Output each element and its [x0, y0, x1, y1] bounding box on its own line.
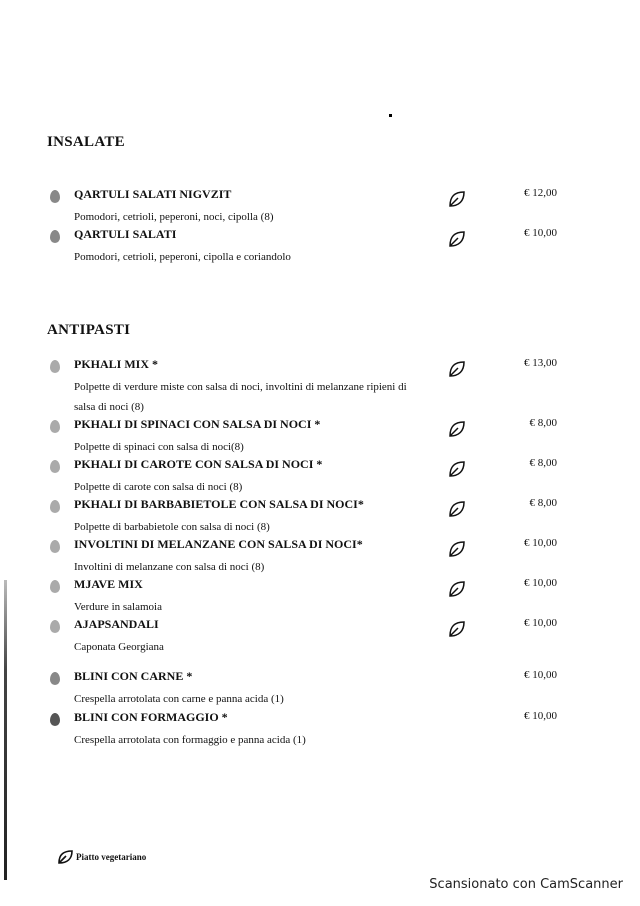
vegetarian-leaf-icon — [448, 360, 466, 378]
item-price: € 8,00 — [529, 457, 557, 469]
item-name: QARTULI SALATI NIGVZIT — [74, 187, 232, 201]
bullet-icon — [50, 420, 60, 433]
item-description: Crespella arrotolata con formaggio e panna acida (1) — [74, 734, 306, 746]
item-description: Crespella arrotolata con carne e panna acida (1) — [74, 693, 284, 705]
item-price: € 10,00 — [524, 577, 557, 589]
vegetarian-leaf-icon — [448, 190, 466, 208]
item-price: € 12,00 — [524, 187, 557, 199]
item-name: PKHALI MIX * — [74, 357, 158, 371]
item-description: Polpette di verdure miste con salsa di noci, involtini di melanzane ripieni di salsa di noci (8) — [74, 381, 407, 413]
item-description: Polpette di carote con salsa di noci (8) — [74, 481, 243, 493]
item-name: AJAPSANDALI — [74, 617, 159, 631]
item-price: € 10,00 — [524, 710, 557, 722]
vegetarian-leaf-icon — [448, 620, 466, 638]
vegetarian-leaf-icon — [448, 230, 466, 248]
bullet-icon — [50, 672, 60, 685]
bullet-icon — [50, 580, 60, 593]
item-description: Pomodori, cetrioli, peperoni, noci, cipolla (8) — [74, 211, 274, 223]
camscanner-watermark: Scansionato con CamScanner — [429, 877, 623, 892]
bullet-icon — [50, 360, 60, 373]
item-name: QARTULI SALATI — [74, 227, 177, 241]
item-price: € 10,00 — [524, 669, 557, 681]
bullet-icon — [50, 230, 60, 243]
item-description: Verdure in salamoia — [74, 601, 162, 613]
bullet-icon — [50, 500, 60, 513]
section-title-antipasti: ANTIPASTI — [47, 322, 131, 338]
item-price: € 10,00 — [524, 617, 557, 629]
vegetarian-leaf-icon — [448, 460, 466, 478]
item-price: € 10,00 — [524, 537, 557, 549]
bullet-icon — [50, 460, 60, 473]
vegetarian-leaf-icon — [448, 500, 466, 518]
bullet-icon — [50, 713, 60, 726]
vegetarian-leaf-icon — [448, 540, 466, 558]
bullet-icon — [50, 540, 60, 553]
bullet-icon — [50, 190, 60, 203]
dot-mark — [389, 114, 392, 117]
bullet-icon — [50, 620, 60, 633]
item-price: € 13,00 — [524, 357, 557, 369]
item-name: MJAVE MIX — [74, 577, 143, 591]
footer-legend-text: Piatto vegetariano — [76, 852, 147, 862]
item-price: € 8,00 — [529, 417, 557, 429]
item-name: PKHALI DI CAROTE CON SALSA DI NOCI * — [74, 457, 323, 471]
footer-legend — [56, 849, 146, 865]
item-name: BLINI CON CARNE * — [74, 669, 193, 683]
item-description: Polpette di barbabietole con salsa di noci (8) — [74, 521, 270, 533]
item-name: PKHALI DI BARBABIETOLE CON SALSA DI NOCI* — [74, 497, 364, 511]
section-title-insalate: INSALATE — [47, 134, 125, 150]
item-price: € 10,00 — [524, 227, 557, 239]
item-name: PKHALI DI SPINACI CON SALSA DI NOCI * — [74, 417, 321, 431]
item-name: INVOLTINI DI MELANZANE CON SALSA DI NOCI* — [74, 537, 363, 551]
item-price: € 8,00 — [529, 497, 557, 509]
scan-edge — [4, 580, 7, 880]
item-description: Pomodori, cetrioli, peperoni, cipolla e coriandolo — [74, 251, 291, 263]
item-description: Involtini di melanzane con salsa di noci (8) — [74, 561, 265, 573]
vegetarian-leaf-icon — [448, 420, 466, 438]
item-name: BLINI CON FORMAGGIO * — [74, 710, 228, 724]
item-description: Caponata Georgiana — [74, 641, 164, 653]
item-description: Polpette di spinaci con salsa di noci(8) — [74, 441, 244, 453]
leaf-icon — [56, 849, 74, 865]
vegetarian-leaf-icon — [448, 580, 466, 598]
